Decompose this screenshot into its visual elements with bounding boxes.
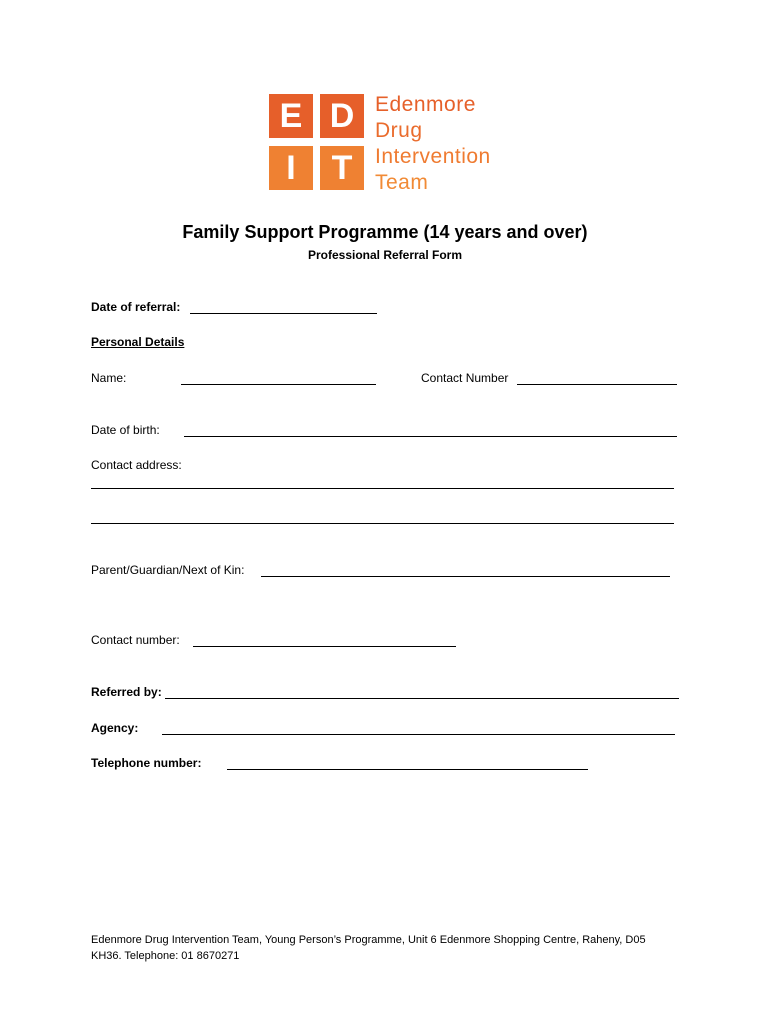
- contact-address-field-line-1[interactable]: [91, 488, 674, 489]
- logo-word-edenmore: Edenmore: [375, 93, 476, 116]
- date-of-birth-field[interactable]: [184, 436, 677, 437]
- parent-guardian-label: Parent/Guardian/Next of Kin:: [91, 563, 245, 577]
- date-of-birth-label: Date of birth:: [91, 423, 160, 437]
- contact-number-2-label: Contact number:: [91, 633, 180, 647]
- logo-word-intervention: Intervention: [375, 145, 491, 168]
- referred-by-field[interactable]: [165, 698, 679, 699]
- date-of-referral-label: Date of referral:: [91, 300, 181, 314]
- contact-number-label: Contact Number: [421, 371, 509, 385]
- footer-line-2: KH36. Telephone: 01 8670271: [91, 950, 240, 962]
- name-label: Name:: [91, 371, 127, 385]
- footer-address: [91, 932, 681, 964]
- agency-field[interactable]: [162, 734, 675, 735]
- contact-address-field-line-2[interactable]: [91, 523, 674, 524]
- logo-tile-t: T: [320, 146, 364, 190]
- logo-tile-d: D: [320, 94, 364, 138]
- name-field[interactable]: [181, 384, 376, 385]
- logo-tiles: [269, 94, 365, 192]
- logo-word-team: Team: [375, 171, 429, 194]
- telephone-number-label: Telephone number:: [91, 756, 202, 770]
- agency-label: Agency:: [91, 721, 139, 735]
- contact-address-label: Contact address:: [91, 458, 182, 472]
- referred-by-label: Referred by:: [91, 685, 162, 699]
- telephone-number-field[interactable]: [227, 769, 588, 770]
- logo-word-drug: Drug: [375, 119, 423, 142]
- contact-number-field[interactable]: [517, 384, 677, 385]
- contact-number-2-field[interactable]: [193, 646, 456, 647]
- parent-guardian-field[interactable]: [261, 576, 670, 577]
- logo-wordmark: [375, 92, 491, 196]
- logo-tile-i: I: [269, 146, 313, 190]
- edit-logo: [269, 94, 529, 194]
- date-of-referral-field[interactable]: [190, 313, 377, 314]
- logo-tile-e: E: [269, 94, 313, 138]
- footer-line-1: Edenmore Drug Intervention Team, Young Person’s Programme, Unit 6 Edenmore Shopping Centre, Raheny, D05: [91, 934, 646, 946]
- form-title: Family Support Programme (14 years and over): [182, 222, 588, 242]
- form-subtitle: Professional Referral Form: [307, 248, 463, 262]
- personal-details-heading: Personal Details: [91, 335, 185, 349]
